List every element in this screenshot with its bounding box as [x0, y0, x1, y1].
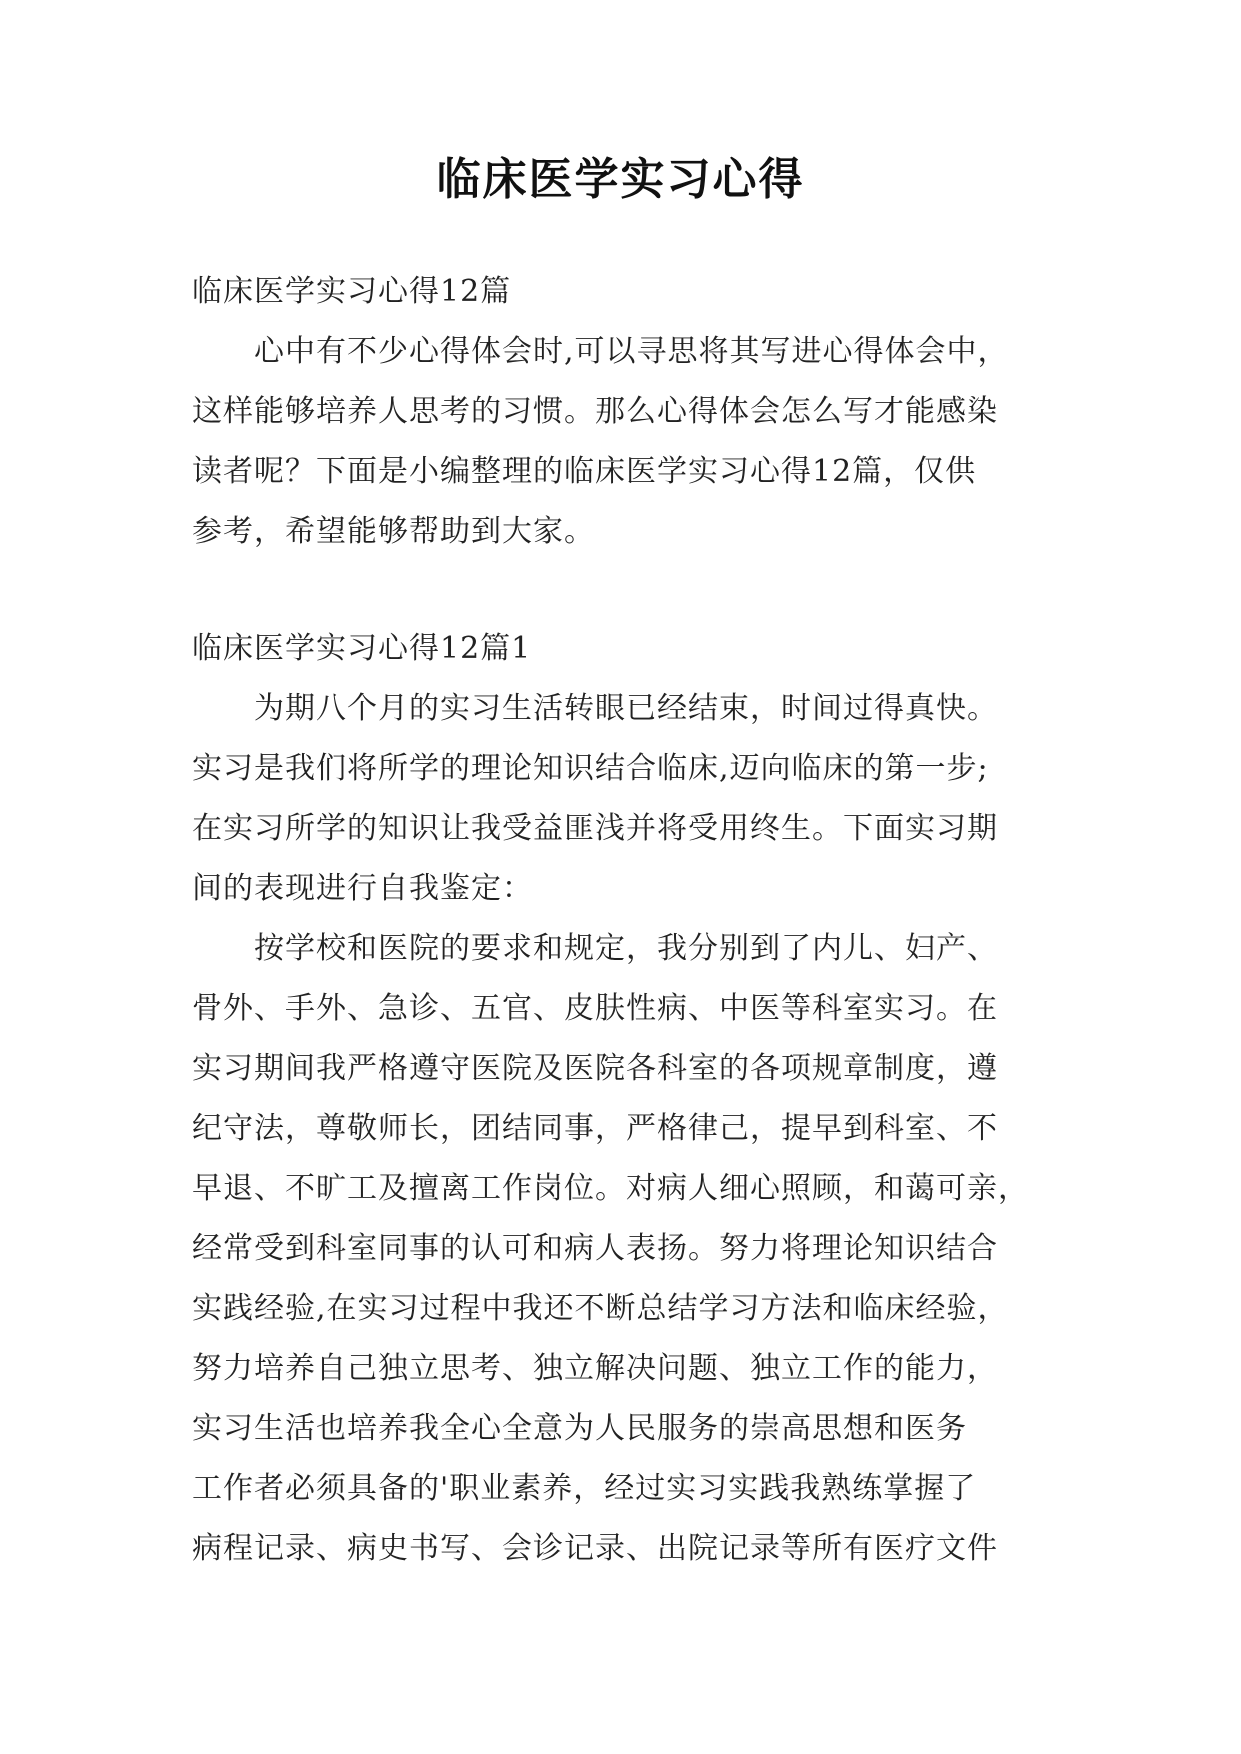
paragraph-line: 骨外、手外、急诊、五官、皮肤性病、中医等科室实习。在	[192, 991, 998, 1026]
paragraph-line: 为期八个月的实习生活转眼已经结束，时间过得真快。	[192, 691, 998, 726]
paragraph-line: 实习期间我严格遵守医院及医院各科室的各项规章制度，遵	[192, 1051, 998, 1086]
paragraph-line: 实习是我们将所学的理论知识结合临床,迈向临床的第一步;	[192, 751, 989, 786]
paragraph-line: 早退、不旷工及擅离工作岗位。对病人细心照顾，和蔼可亲，	[192, 1171, 1029, 1206]
document-body	[192, 262, 1052, 1579]
paragraph-line: 参考，希望能够帮助到大家。	[192, 514, 595, 549]
document-title: 临床医学实习心得	[436, 154, 805, 205]
intro-paragraph	[192, 322, 1052, 562]
paragraph-line: 心中有不少心得体会时,可以寻思将其写进心得体会中，	[192, 334, 1009, 369]
section-spacer	[192, 562, 1052, 619]
paragraph-line: 在实习所学的知识让我受益匪浅并将受用终生。下面实习期	[192, 811, 998, 846]
paragraph-line: 实习生活也培养我全心全意为人民服务的崇高思想和医务	[192, 1411, 967, 1446]
section1-paragraphs	[192, 679, 1052, 1579]
paragraph-line: 工作者必须具备的'职业素养，经过实习实践我熟练掌握了	[192, 1471, 977, 1506]
paragraph-line: 经常受到科室同事的认可和病人表扬。努力将理论知识结合	[192, 1231, 998, 1266]
paragraph-line: 病程记录、病史书写、会诊记录、出院记录等所有医疗文件	[192, 1531, 998, 1566]
paragraph-line: 这样能够培养人思考的习惯。那么心得体会怎么写才能感染	[192, 394, 998, 429]
paragraph-line: 努力培养自己独立思考、独立解决问题、独立工作的能力，	[192, 1351, 998, 1386]
paragraph-line: 按学校和医院的要求和规定，我分别到了内儿、妇产、	[192, 931, 998, 966]
paragraph-line: 间的表现进行自我鉴定：	[192, 871, 533, 906]
intro-heading: 临床医学实习心得12篇	[192, 274, 512, 309]
paragraph-line: 实践经验,在实习过程中我还不断总结学习方法和临床经验，	[192, 1291, 1009, 1326]
paragraph-line: 纪守法，尊敬师长，团结同事，严格律己，提早到科室、不	[192, 1111, 998, 1146]
section1-heading: 临床医学实习心得12篇1	[192, 631, 532, 666]
paragraph-line: 读者呢？下面是小编整理的临床医学实习心得12篇，仅供	[192, 454, 977, 489]
